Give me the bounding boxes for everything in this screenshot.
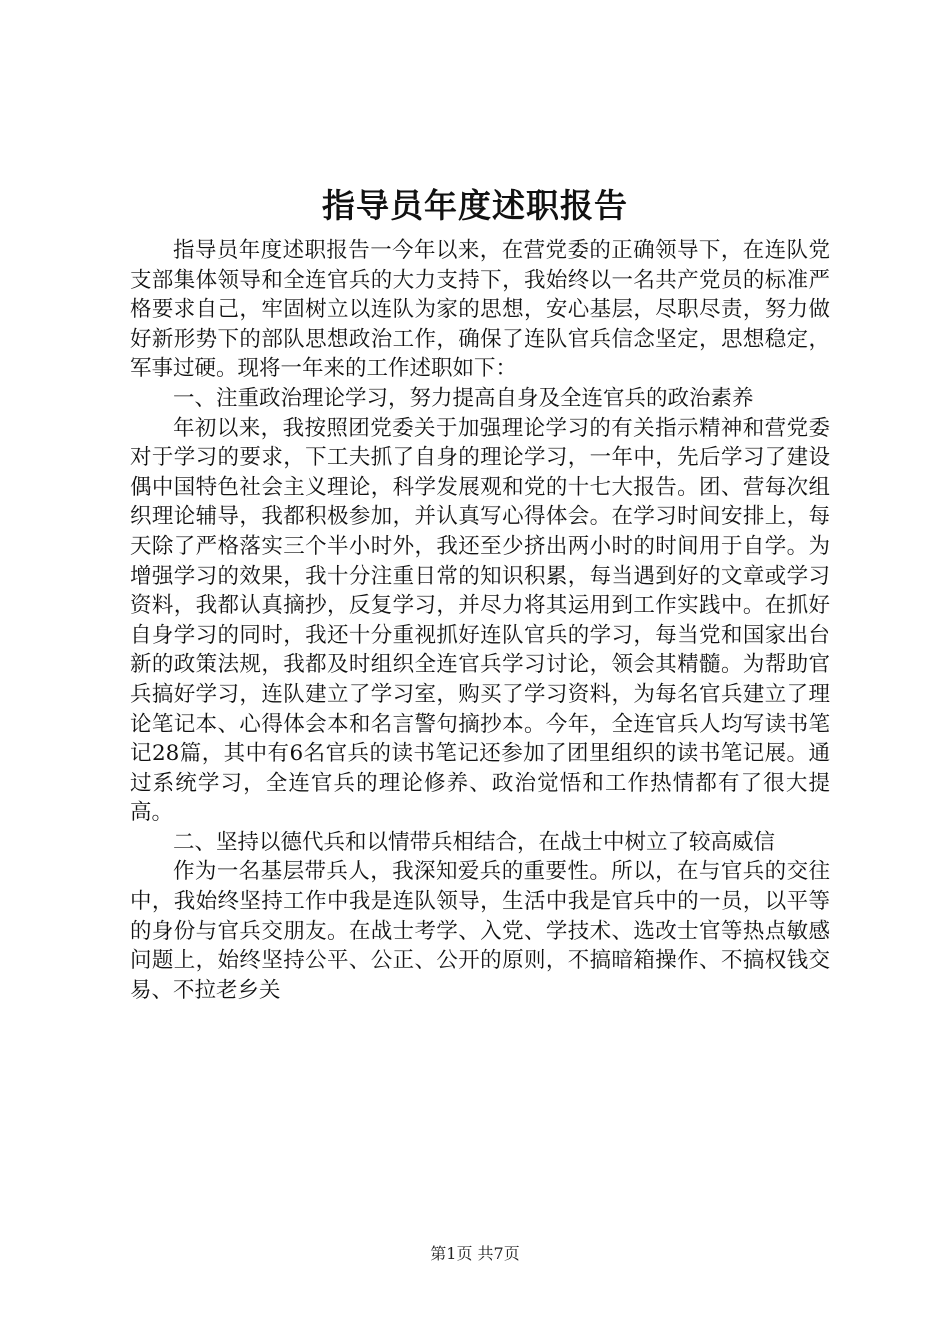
section-heading-2: 二、坚持以德代兵和以情带兵相结合，在战士中树立了较高威信 [173,829,776,855]
page-number-footer: 第1页 共7页 [430,1244,520,1263]
document-body [130,236,830,1005]
paragraph-section-2: 作为一名基层带兵人，我深知爱兵的重要性。所以，在与官兵的交往中，我始终坚持工作中我是连队领导，生活中我是官兵中的一员，以平等的身份与官兵交朋友。在战士考学、入党、学技术、选改士官等热点敏感问题上，始终坚持公平、公正、公开的原则，不搞暗箱操作、不搞权钱交易、不拉老乡关 [130,859,830,1003]
document-title: 指导员年度述职报告 [322,186,628,225]
paragraph-intro: 指导员年度述职报告一今年以来，在营党委的正确领导下，在连队党支部集体领导和全连官兵的大力支持下，我始终以一名共产党员的标准严格要求自己，牢固树立以连队为家的思想，安心基层，尽职尽责，努力做好新形势下的部队思想政治工作，确保了连队官兵信念坚定，思想稳定，军事过硬。现将一年来的工作述职如下： [130,238,830,382]
paragraph-section-1: 年初以来，我按照团党委关于加强理论学习的有关指示精神和营党委对于学习的要求，下工夫抓了自身的理论学习，一年中，先后学习了建设偶中国特色社会主义理论，科学发展观和党的十七大报告。团、营每次组织理论辅导，我都积极参加，并认真写心得体会。在学习时间安排上，每天除了严格落实三个半小时外，我还至少挤出两小时的时间用于自学。为增强学习的效果，我十分注重日常的知识积累，每当遇到好的文章或学习资料，我都认真摘抄，反复学习，并尽力将其运用到工作实践中。在抓好自身学习的同时，我还十分重视抓好连队官兵的学习，每当党和国家出台新的政策法规，我都及时组织全连官兵学习讨论，领会其精髓。为帮助官兵搞好学习，连队建立了学习室，购买了学习资料，为每名官兵建立了理论笔记本、心得体会本和名言警句摘抄本。今年，全连官兵人均写读书笔记28篇，其中有6名官兵的读书笔记还参加了团里组织的读书笔记展。通过系统学习，全连官兵的理论修养、政治觉悟和工作热情都有了很大提高。 [130,415,830,826]
section-heading-1: 一、注重政治理论学习，努力提高自身及全连官兵的政治素养 [173,385,754,411]
